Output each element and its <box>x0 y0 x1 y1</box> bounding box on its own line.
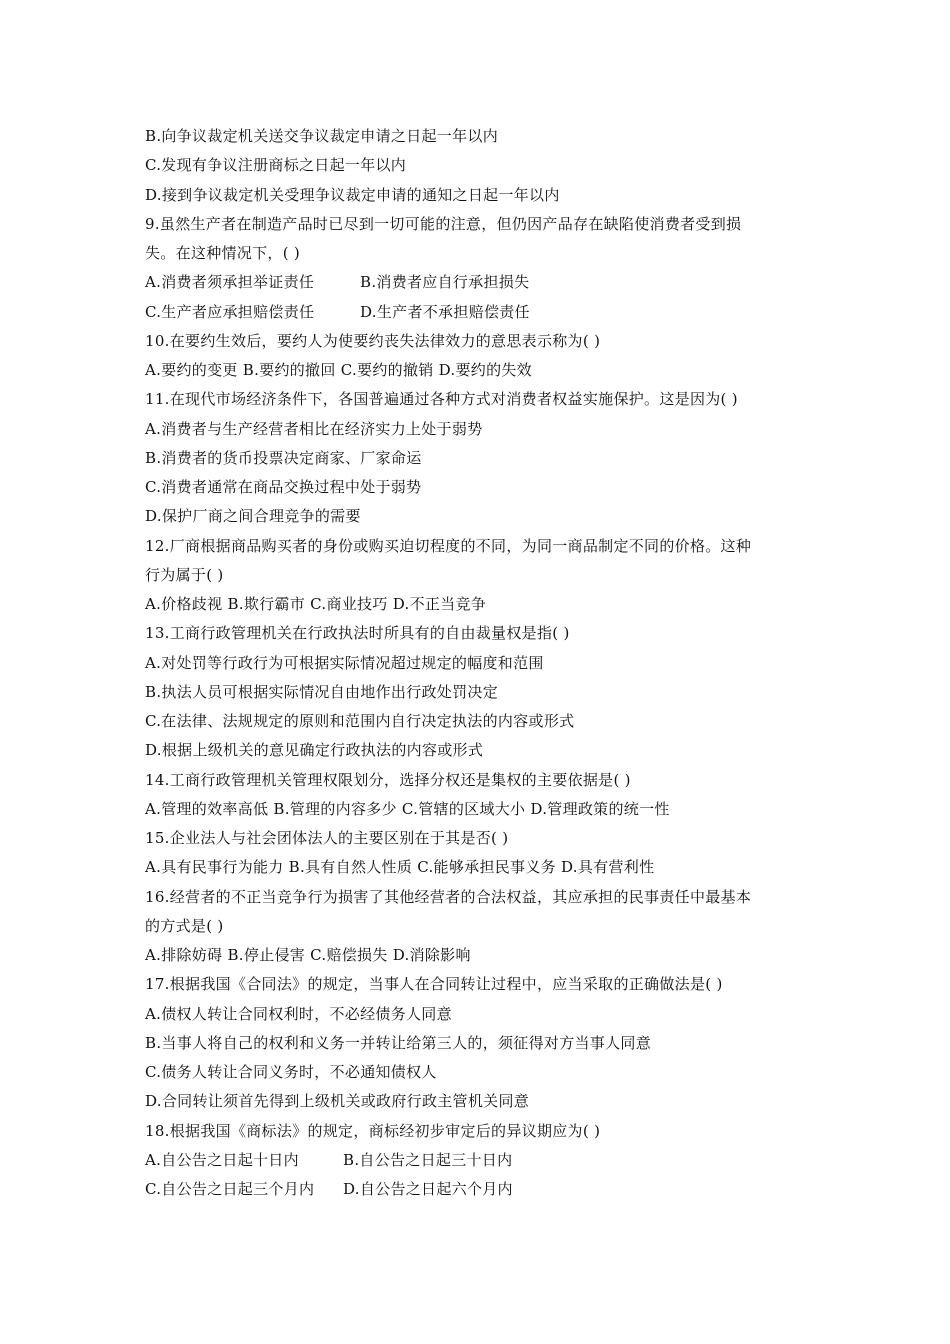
q16-stem-line-1: 16.经营者的不正当竞争行为损害了其他经营者的合法权益，其应承担的民事责任中最基本 <box>145 887 752 906</box>
q9-option-c: C.生产者应承担赔偿责任 <box>145 302 315 321</box>
q17-option-b: B.当事人将自己的权利和义务一并转让给第三人的，须征得对方当事人同意 <box>145 1033 651 1052</box>
q14-options: A.管理的效率高低 B.管理的内容多少 C.管辖的区域大小 D.管理政策的统一性 <box>145 799 670 818</box>
q13-option-b: B.执法人员可根据实际情况自由地作出行政处罚决定 <box>145 682 498 701</box>
q18-option-d: D.自公告之日起六个月内 <box>343 1180 513 1198</box>
q17-option-c: C.债务人转让合同义务时，不必通知债权人 <box>145 1063 437 1081</box>
q9-option-b: B.消费者应自行承担损失 <box>360 273 530 292</box>
q17-option-a: A.债权人转让合同权利时，不必经债务人同意 <box>145 1004 452 1023</box>
q8-option-c: C.发现有争议注册商标之日起一年以内 <box>145 156 407 175</box>
q16-stem-line-2: 的方式是( ) <box>145 916 224 935</box>
document-body <box>145 122 815 1204</box>
q11-option-d: D.保护厂商之间合理竞争的需要 <box>145 507 361 526</box>
q13-option-d: D.根据上级机关的意见确定行政执法的内容或形式 <box>145 741 484 760</box>
q11-option-c: C.消费者通常在商品交换过程中处于弱势 <box>145 478 422 496</box>
q18-options-row-2 <box>145 1175 815 1204</box>
q11-option-a: A.消费者与生产经营者相比在经济实力上处于弱势 <box>145 419 483 438</box>
q17-stem: 17.根据我国《合同法》的规定，当事人在合同转让过程中，应当采取的正确做法是( ) <box>145 975 723 994</box>
q8-option-d: D.接到争议裁定机关受理争议裁定申请的通知之日起一年以内 <box>145 185 560 204</box>
q13-stem: 13.工商行政管理机关在行政执法时所具有的自由裁量权是指( ) <box>145 624 570 643</box>
q13-option-c: C.在法律、法规规定的原则和范围内自行决定执法的内容或形式 <box>145 712 575 730</box>
q8-option-b: B.向争议裁定机关送交争议裁定申请之日起一年以内 <box>145 127 498 145</box>
q18-stem: 18.根据我国《商标法》的规定，商标经初步审定后的异议期应为( ) <box>145 1121 601 1140</box>
q9-stem-line-2: 失。在这种情况下，( ) <box>145 244 301 262</box>
q18-option-c: C.自公告之日起三个月内 <box>145 1180 315 1198</box>
q10-options: A.要约的变更 B.要约的撤回 C.要约的撤销 D.要约的失效 <box>145 361 532 379</box>
q15-options: A.具有民事行为能力 B.具有自然人性质 C.能够承担民事义务 D.具有营利性 <box>145 858 655 877</box>
q9-option-a: A.消费者须承担举证责任 <box>145 273 315 292</box>
q14-stem: 14.工商行政管理机关管理权限划分，选择分权还是集权的主要依据是( ) <box>145 770 631 789</box>
q17-option-d: D.合同转让须首先得到上级机关或政府行政主管机关同意 <box>145 1092 530 1111</box>
q9-option-d: D.生产者不承担赔偿责任 <box>360 302 530 321</box>
q18-options-row-1 <box>145 1146 815 1175</box>
q15-stem: 15.企业法人与社会团体法人的主要区别在于其是否( ) <box>145 829 509 847</box>
q11-stem: 11.在现代市场经济条件下，各国普遍通过各种方式对消费者权益实施保护。这是因为( ) <box>145 390 738 409</box>
q18-option-a: A.自公告之日起十日内 <box>145 1150 299 1169</box>
q12-stem-line-2: 行为属于( ) <box>145 565 224 584</box>
q13-option-a: A.对处罚等行政行为可根据实际情况超过规定的幅度和范围 <box>145 653 544 672</box>
q16-options: A.排除妨碍 B.停止侵害 C.赔偿损失 D.消除影响 <box>145 946 471 964</box>
q9-options-row-1 <box>145 268 815 297</box>
q18-option-b: B.自公告之日起三十日内 <box>343 1150 513 1169</box>
q9-options-row-2 <box>145 298 815 327</box>
q12-stem-line-1: 12.厂商根据商品购买者的身份或购买迫切程度的不同，为同一商品制定不同的价格。这种 <box>145 536 752 555</box>
q11-option-b: B.消费者的货币投票决定商家、厂家命运 <box>145 448 422 467</box>
q9-stem-line-1: 9.虽然生产者在制造产品时已尽到一切可能的注意，但仍因产品存在缺陷使消费者受到损 <box>145 214 742 233</box>
q12-options: A.价格歧视 B.欺行霸市 C.商业技巧 D.不正当竞争 <box>145 595 487 613</box>
q10-stem: 10.在要约生效后，要约人为使要约丧失法律效力的意思表示称为( ) <box>145 331 601 350</box>
